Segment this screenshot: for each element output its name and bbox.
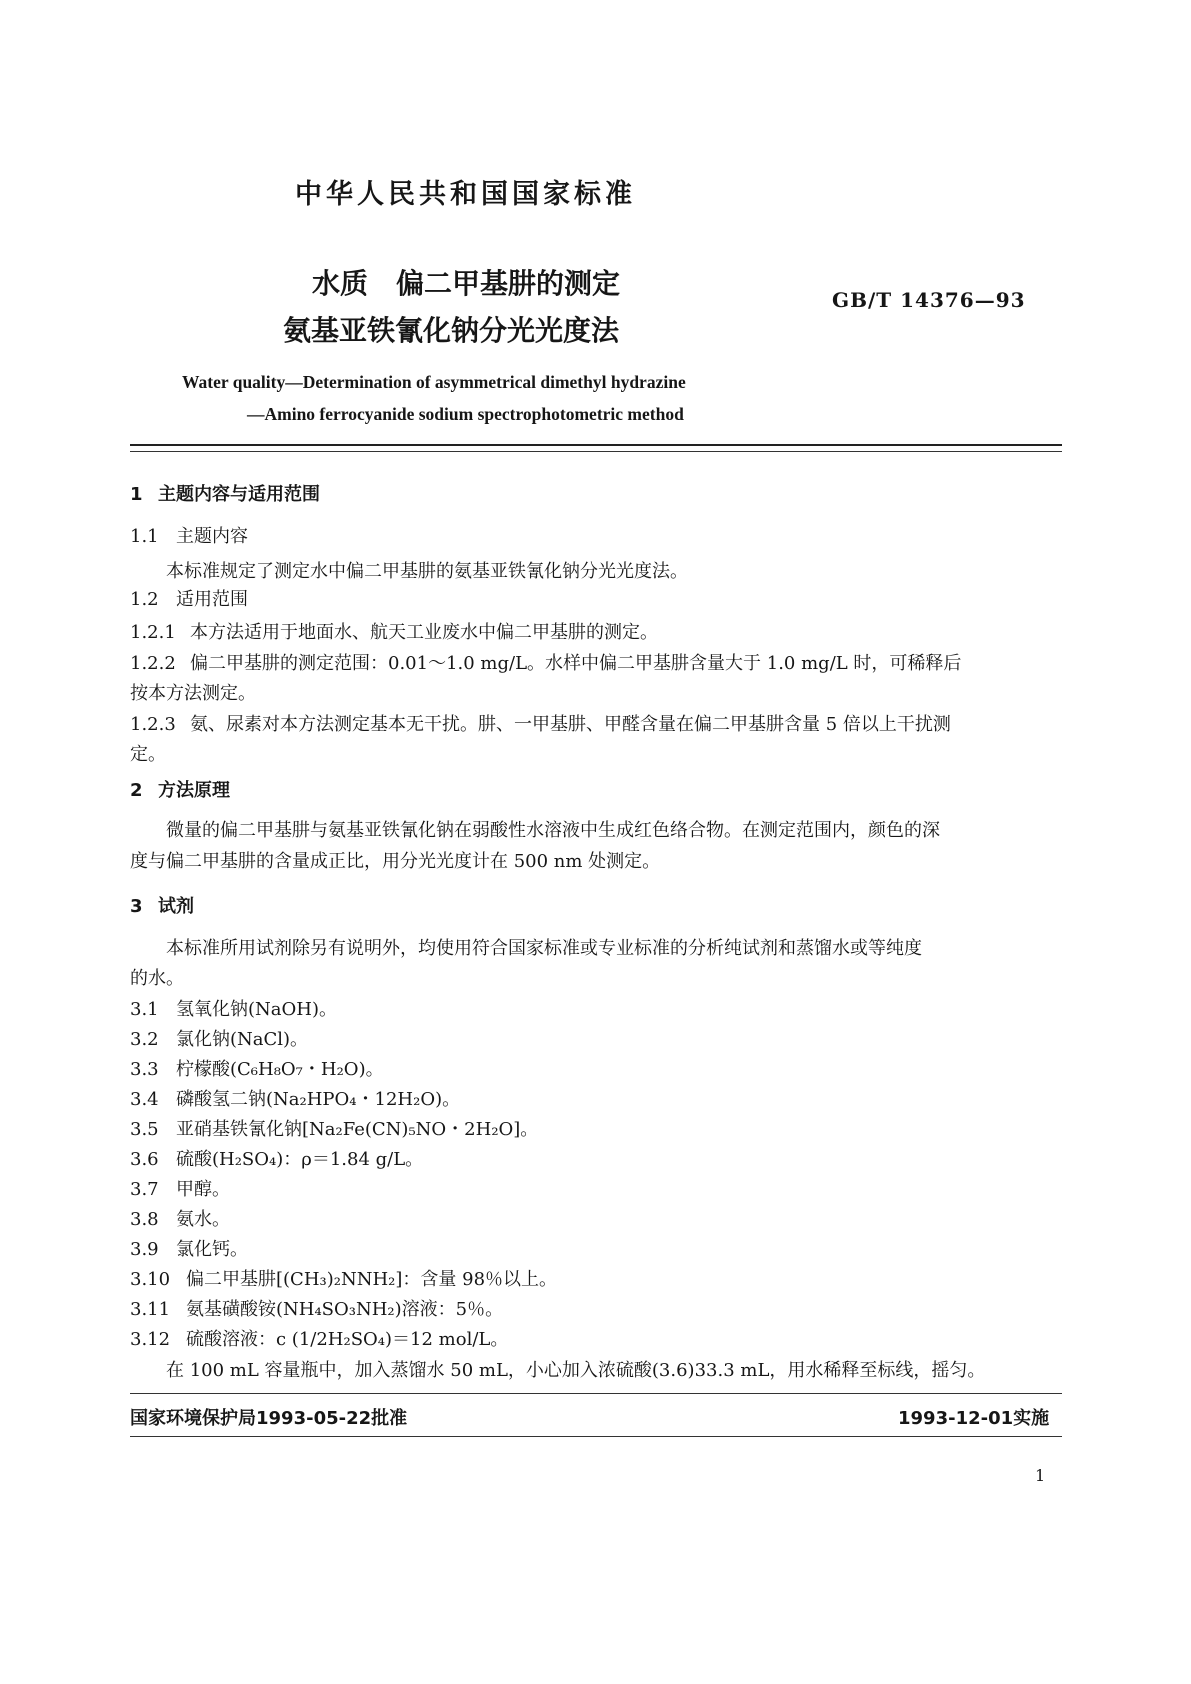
reagent-item [130, 1271, 557, 1289]
reagent-item [130, 1121, 538, 1139]
clause-1-2-1 [130, 624, 658, 642]
reagent-text: 亚硝基铁氰化钠[Na₂Fe(CN)₅NO・2H₂O]。 [176, 1119, 539, 1140]
clause-1-1-text: 本标准规定了测定水中偏二甲基肼的氨基亚铁氰化钠分光光度法。 [166, 561, 688, 582]
reagent-item [130, 1331, 508, 1349]
clause-title: 主题内容 [176, 526, 248, 547]
reagent-item [130, 1031, 308, 1049]
english-title-line-2: —Amino ferrocyanide sodium spectrophotometric method [247, 404, 684, 424]
section-1-heading [130, 486, 320, 504]
reagent-text: 偏二甲基肼[(CH₃)₂NNH₂]：含量 98％以上。 [186, 1269, 558, 1290]
section-number: 2 [130, 780, 143, 801]
reagent-number: 3.11 [130, 1299, 171, 1320]
reagent-number: 3.8 [130, 1209, 159, 1230]
reagent-text: 硫酸(H₂SO₄)：ρ＝1.84 g/L。 [176, 1149, 424, 1170]
approval-line: 国家环境保护局1993-05-22批准 [130, 1408, 408, 1429]
section-number: 1 [130, 484, 143, 505]
reagent-text: 氨基磺酸铵(NH₄SO₃NH₂)溶液：5％。 [186, 1299, 504, 1320]
title-line-2: 氨基亚铁氰化钠分光光度法 [283, 314, 620, 347]
reagent-item [130, 1211, 230, 1229]
reagent-preparation-text: 在 100 mL 容量瓶中，加入蒸馏水 50 mL，小心加入浓硫酸(3.6)33.3 mL，用水稀释至标线，摇匀。 [166, 1360, 986, 1381]
clause-1-2 [130, 591, 248, 609]
reagent-number: 3.5 [130, 1119, 159, 1140]
clause-1-1 [130, 528, 248, 546]
reagent-text: 氯化钠(NaCl)。 [176, 1029, 309, 1050]
standard-code: GB/T 14376—93 [832, 288, 1026, 312]
clause-text: 偏二甲基肼的测定范围：0.01～1.0 mg/L。水样中偏二甲基肼含量大于 1.0 mg/L 时，可稀释后 [190, 653, 962, 674]
section-2-heading [130, 782, 230, 800]
reagent-number: 3.6 [130, 1149, 159, 1170]
reagent-item [130, 1061, 384, 1079]
reagent-number: 3.10 [130, 1269, 171, 1290]
reagent-text: 柠檬酸(C₆H₈O₇・H₂O)。 [176, 1059, 384, 1080]
footer-divider-bottom [130, 1436, 1062, 1437]
clause-1-2-3-cont: 定。 [130, 744, 166, 765]
clause-number: 1.2 [130, 589, 159, 610]
clause-1-2-2 [130, 655, 961, 673]
reagent-text: 硫酸溶液：c (1/2H₂SO₄)＝12 mol/L。 [186, 1329, 509, 1350]
section-3-heading [130, 898, 194, 916]
reagent-text: 磷酸氢二钠(Na₂HPO₄・12H₂O)。 [176, 1089, 461, 1110]
clause-number: 1.2.2 [130, 653, 176, 674]
implementation-date: 1993-12-01实施 [898, 1408, 1050, 1429]
english-title-line-1: Water quality—Determination of asymmetrical dimethyl hydrazine [182, 372, 686, 392]
reagent-number: 3.1 [130, 999, 159, 1020]
reagent-item [130, 1241, 248, 1259]
reagent-text: 甲醇。 [176, 1179, 230, 1200]
section-title: 主题内容与适用范围 [158, 484, 320, 505]
page-number: 1 [1035, 1466, 1046, 1485]
reagent-item [130, 1181, 230, 1199]
clause-1-2-3 [130, 716, 951, 734]
section-2-text: 微量的偏二甲基肼与氨基亚铁氰化钠在弱酸性水溶液中生成红色络合物。在测定范围内，颜色的深 [166, 820, 940, 841]
header-divider [130, 444, 1062, 446]
reagent-number: 3.2 [130, 1029, 159, 1050]
reagent-item [130, 1301, 503, 1319]
reagent-item [130, 1151, 423, 1169]
reagent-number: 3.7 [130, 1179, 159, 1200]
section-3-intro: 本标准所用试剂除另有说明外，均使用符合国家标准或专业标准的分析纯试剂和蒸馏水或等纯度 [166, 938, 922, 959]
clause-title: 适用范围 [176, 589, 248, 610]
header-divider-thin [130, 451, 1062, 452]
clause-number: 1.2.1 [130, 622, 176, 643]
title-line-1: 水质 偏二甲基肼的测定 [312, 267, 621, 300]
reagent-number: 3.3 [130, 1059, 159, 1080]
clause-number: 1.1 [130, 526, 159, 547]
clause-text: 氨、尿素对本方法测定基本无干扰。肼、一甲基肼、甲醛含量在偏二甲基肼含量 5 倍以上干扰测 [190, 714, 951, 735]
reagent-number: 3.4 [130, 1089, 159, 1110]
section-3-intro-cont: 的水。 [130, 968, 184, 989]
reagent-text: 氨水。 [176, 1209, 230, 1230]
clause-1-2-2-cont: 按本方法测定。 [130, 683, 256, 704]
reagent-item [130, 1091, 460, 1109]
clause-text: 本方法适用于地面水、航天工业废水中偏二甲基肼的测定。 [190, 622, 658, 643]
footer-divider [130, 1393, 1062, 1394]
reagent-text: 氢氧化钠(NaOH)。 [176, 999, 337, 1020]
reagent-text: 氯化钙。 [176, 1239, 248, 1260]
section-2-text-cont: 度与偏二甲基肼的含量成正比，用分光光度计在 500 nm 处测定。 [130, 851, 661, 872]
section-title: 方法原理 [158, 780, 230, 801]
national-standard-label: 中华人民共和国国家标准 [295, 179, 636, 210]
reagent-item [130, 1001, 337, 1019]
clause-number: 1.2.3 [130, 714, 176, 735]
reagent-number: 3.12 [130, 1329, 171, 1350]
section-title: 试剂 [158, 896, 194, 917]
reagent-number: 3.9 [130, 1239, 159, 1260]
section-number: 3 [130, 896, 143, 917]
